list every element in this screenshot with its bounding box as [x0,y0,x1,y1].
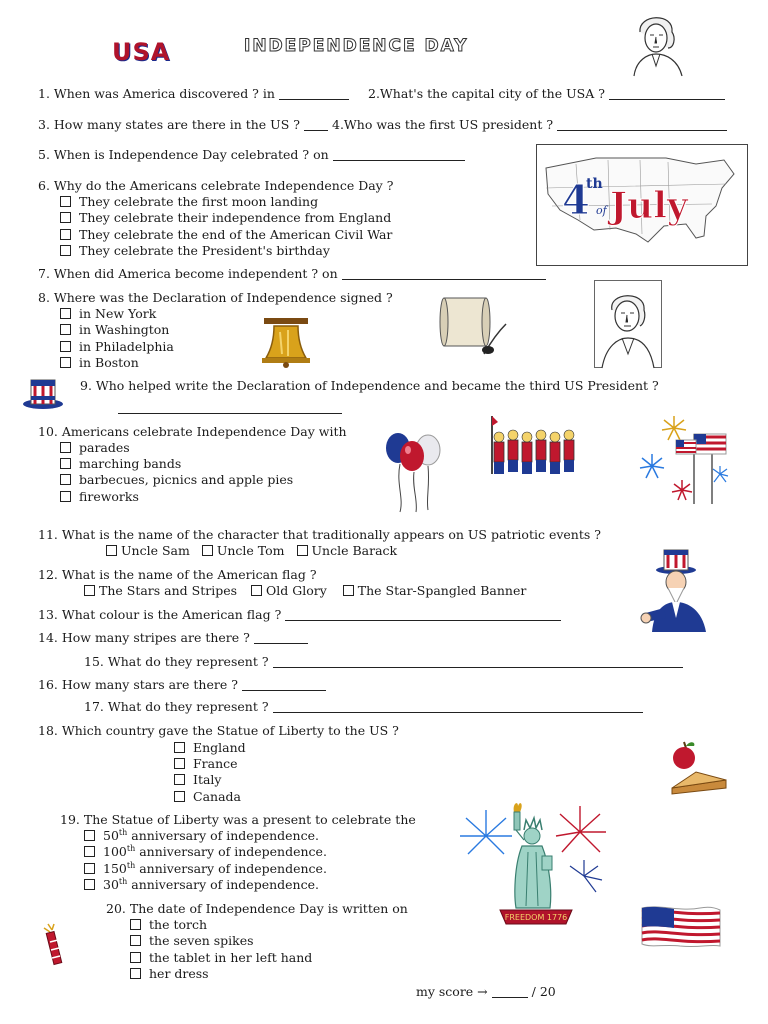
checkbox[interactable] [174,742,185,753]
checkbox[interactable] [174,774,185,785]
q20-option-2[interactable]: the seven spikes [130,933,254,949]
checkbox[interactable] [60,491,71,502]
q10-option-2[interactable]: marching bands [60,456,181,472]
q20-option-3[interactable]: the tablet in her left hand [130,950,312,966]
q6-option-3[interactable]: They celebrate the end of the American Civil War [60,227,392,243]
q8-option-1[interactable]: in New York [60,306,156,322]
checkbox[interactable] [60,212,71,223]
american-flag-icon [640,902,722,950]
question-5: 5. When is Independence Day celebrated ? on [38,147,465,163]
marching-band-icon [486,412,578,482]
checkbox[interactable] [84,846,95,857]
q12-option-2[interactable]: Old Glory [251,583,327,598]
question-8: 8. Where was the Declaration of Independence signed ? [38,290,393,305]
statue-banner-text: FREEDOM 1776 [504,913,568,922]
question-16: 16. How many stars are there ? [38,677,326,693]
question-1: 1. When was America discovered ? in [38,86,349,102]
washington-portrait-icon [626,8,688,76]
answer-blank-16[interactable] [242,678,326,691]
july-sign-of: of [596,204,607,217]
checkbox[interactable] [343,585,354,596]
q19-option-3[interactable]: 150th anniversary of independence. [84,861,327,877]
q19-option-1[interactable]: 50th anniversary of independence. [84,828,319,844]
q6-option-1[interactable]: They celebrate the first moon landing [60,194,318,210]
uncle-sam-hat-icon [22,376,64,410]
checkbox[interactable] [60,324,71,335]
question-4: 4.Who was the first US president ? [332,117,727,133]
answer-blank-7[interactable] [342,267,546,280]
question-6: 6. Why do the Americans celebrate Independence Day ? [38,178,394,193]
q12-option-1[interactable]: The Stars and Stripes [84,583,237,598]
checkbox[interactable] [84,879,95,890]
checkbox[interactable] [84,830,95,841]
checkbox[interactable] [60,458,71,469]
answer-blank-17[interactable] [273,700,643,713]
apple-pie-icon [666,738,732,794]
checkbox[interactable] [60,245,71,256]
question-20: 20. The date of Independence Day is written on [106,901,408,916]
q11-option-2[interactable]: Uncle Tom [202,543,285,558]
page-title: INDEPENDENCE DAY [244,36,469,56]
q10-option-1[interactable]: parades [60,440,130,456]
question-12: 12. What is the name of the American flag ? [38,567,317,582]
checkbox[interactable] [130,968,141,979]
usa-logo: USA [112,38,171,66]
july-sign-word: July [610,185,688,227]
question-17: 17. What do they represent ? [84,699,643,715]
question-19: 19. The Statue of Liberty was a present to celebrate the [60,812,416,827]
checkbox[interactable] [60,442,71,453]
q18-option-1[interactable]: England [174,740,246,756]
q20-option-4[interactable]: her dress [130,966,209,982]
q10-option-3[interactable]: barbecues, picnics and apple pies [60,472,293,488]
question-14: 14. How many stripes are there ? [38,630,308,646]
checkbox[interactable] [84,863,95,874]
checkbox[interactable] [60,196,71,207]
checkbox[interactable] [106,545,117,556]
checkbox[interactable] [297,545,308,556]
statue-of-liberty-icon [456,796,616,932]
question-9: 9. Who helped write the Declaration of Independence and became the third US President ? [80,378,659,393]
checkbox[interactable] [251,585,262,596]
q20-option-1[interactable]: the torch [130,917,207,933]
answer-blank-2[interactable] [609,87,725,100]
july-sign-th: th [586,176,603,192]
q11-option-1[interactable]: Uncle Sam [106,543,190,558]
q18-option-2[interactable]: France [174,756,238,772]
answer-blank-13[interactable] [285,608,561,621]
question-7: 7. When did America become independent ? on [38,266,546,282]
answer-blank-3[interactable] [304,118,328,131]
answer-line-9[interactable] [118,400,342,416]
score-line: my score → / 20 [416,984,556,999]
answer-blank-14[interactable] [254,631,308,644]
checkbox[interactable] [60,308,71,319]
q6-option-2[interactable]: They celebrate their independence from England [60,210,391,226]
q8-option-2[interactable]: in Washington [60,322,169,338]
q8-option-3[interactable]: in Philadelphia [60,339,174,355]
jefferson-portrait-icon [594,280,662,368]
firecracker-icon [40,922,70,966]
july-4th-map-icon [536,144,748,266]
q19-option-2[interactable]: 100th anniversary of independence. [84,844,327,860]
answer-blank-4[interactable] [557,118,727,131]
q6-option-4[interactable]: They celebrate the President's birthday [60,243,330,259]
score-blank[interactable] [492,985,528,998]
q19-option-4[interactable]: 30th anniversary of independence. [84,877,319,893]
checkbox[interactable] [60,474,71,485]
checkbox[interactable] [174,791,185,802]
checkbox[interactable] [174,758,185,769]
question-3: 3. How many states are there in the US ? [38,117,328,133]
uncle-sam-icon [642,548,714,632]
checkbox[interactable] [130,952,141,963]
checkbox[interactable] [130,935,141,946]
checkbox[interactable] [202,545,213,556]
q8-option-4[interactable]: in Boston [60,355,139,371]
question-18: 18. Which country gave the Statue of Liberty to the US ? [38,723,399,738]
checkbox[interactable] [84,585,95,596]
declaration-scroll-icon [436,292,508,356]
checkbox[interactable] [60,229,71,240]
july-sign-number: 4 [562,177,590,224]
answer-blank-5[interactable] [333,148,465,161]
question-13: 13. What colour is the American flag ? [38,607,561,623]
q11-option-3[interactable]: Uncle Barack [297,543,398,558]
question-11: 11. What is the name of the character that traditionally appears on US patriotic events ? [38,527,601,542]
checkbox[interactable] [60,341,71,352]
checkbox[interactable] [130,919,141,930]
question-15: 15. What do they represent ? [84,654,683,670]
q10-option-4[interactable]: fireworks [60,489,139,505]
question-2: 2.What's the capital city of the USA ? [368,86,725,102]
answer-blank-1[interactable] [279,87,349,100]
question-10: 10. Americans celebrate Independence Day with [38,424,347,439]
q18-option-3[interactable]: Italy [174,772,221,788]
q11-options [106,543,397,559]
q12-options [84,583,526,599]
liberty-bell-icon [258,314,314,368]
checkbox[interactable] [60,357,71,368]
fireworks-flags-icon [636,414,736,506]
q18-option-4[interactable]: Canada [174,789,241,805]
answer-blank-15[interactable] [273,655,683,668]
balloons-icon [382,428,446,514]
q12-option-3[interactable]: The Star-Spangled Banner [343,583,527,598]
